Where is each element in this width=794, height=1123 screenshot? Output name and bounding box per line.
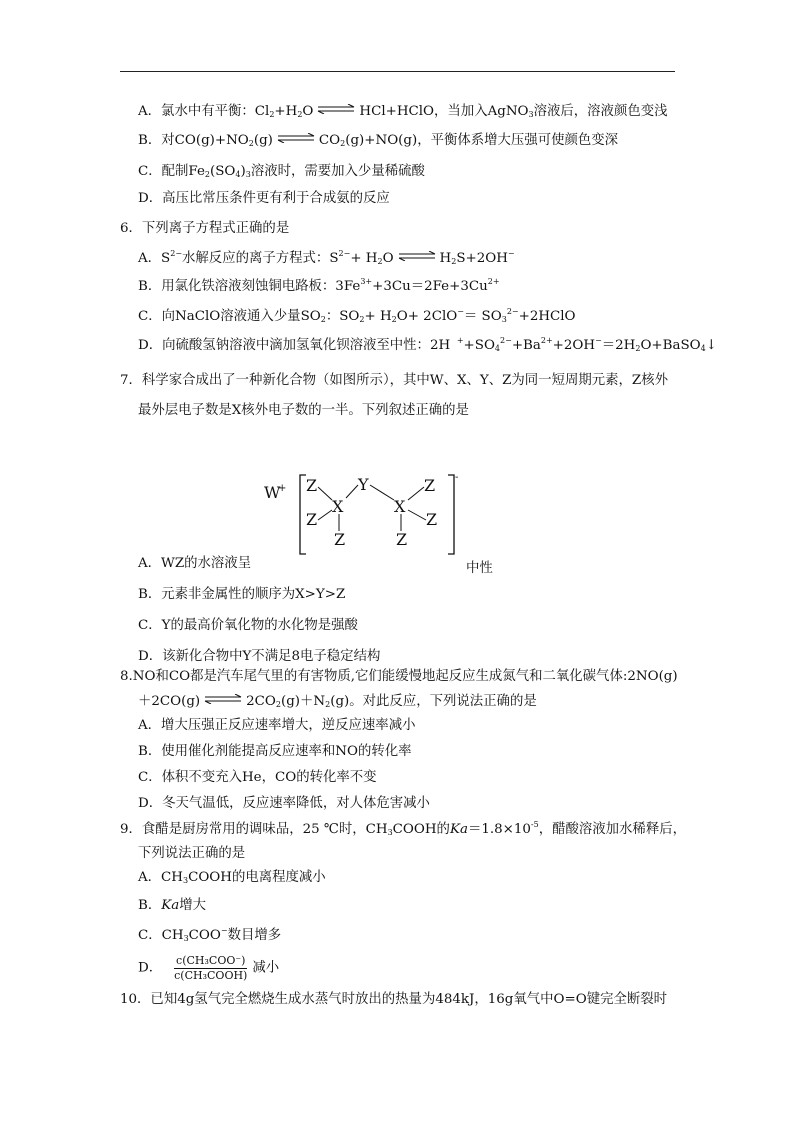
q8-option-c: C．体积不变充入He，CO的转化率不变 [138,770,377,785]
equilibrium-arrow-icon [317,104,355,114]
atom-z-top-right: Z [424,476,436,495]
q8-option-d: D．冬天气温低，反应速率降低，对人体危害减小 [138,796,430,811]
q9-option-a: A．$CH_3COOH$的电离程度减小 [138,870,326,885]
atom-x-left: X [332,497,344,516]
q9-option-d: D． $\frac{\text{c(CH₃COO⁻)}}{\text{c(CH₃COOH)}}$ 减小 [138,954,280,982]
concentration-ratio-fraction: $\frac{\text{c(CH₃COO⁻)}}{\text{c(CH₃COOH)}}$ [174,954,248,982]
atom-z-top-left: Z [306,476,318,495]
q6-option-c: C．向NaClO溶液通入少量$SO_2$：$SO_2+ H_2O+ 2ClO^-=$ $SO_3^{2-}+2HClO$ [138,307,576,324]
q6-option-a: A．$S^{2-}$水解反应的离子方程式：$S^{2-}+ H_2O$ $H_2S+2OH^-$ [138,249,515,266]
q5-option-b: B．对$CO(g)+NO_2(g)$ $CO_2(g)+NO(g)$，平衡体系增大压强可使颜色变深 [138,133,619,148]
q5-option-d: D．高压比常压条件更有利于合成氨的反应 [138,191,390,206]
q8-option-b: B．使用催化剂能提高反应速率和NO的转化率 [138,744,412,759]
q9-stem-line2: 下列说法正确的是 [138,846,246,861]
equilibrium-arrow-icon [277,133,315,143]
q7-option-a: A．WZ的水溶液呈 [138,556,252,571]
q8-stem-line1: 8.NO和CO都是汽车尾气里的有害物质,它们能缓慢地起反应生成氮气和二氧化碳气体:2NO(g) [120,669,678,684]
cation-charge: + [278,483,287,494]
q9-option-c: C．$CH_3COO^-$数目增多 [138,926,282,943]
atom-y: Y [358,475,369,494]
q5-option-c: C．配制$Fe_2(SO_4)_3$溶液时，需要加入少量稀硫酸 [138,164,425,179]
q6-option-d: D．向硫酸氢钠溶液中滴加氢氧化钡溶液至中性：2H $^++SO_4^{2-}+Ba^{2+}+2OH^-=2H_2O+BaSO_4↓$ [138,336,717,353]
equilibrium-arrow-icon [204,694,242,704]
header-rule [120,71,675,72]
q5-option-a: A．氯水中有平衡：$Cl_2+H_2O$ HCl+HClO，当加入AgNO$_3$溶液后，溶液颜色变浅 [138,104,668,119]
atom-z-below-right: Z [396,530,408,549]
q7-stem-line1: 7．科学家合成出了一种新化合物（如图所示），其中W、X、Y、Z为同一短周期元素，Z核外 [120,373,669,388]
q6-option-b: B．用氯化铁溶液刻蚀铜电路板：$3Fe^{3+}+3Cu=2Fe+3Cu^{2+}$ [138,277,500,294]
q9-stem-line1: 9．食醋是厨房常用的调味品，25 ℃时，$CH_3COOH$的$Ka=1.8\times 10^{-5}$，醋酸溶液加水稀释后， [120,820,686,837]
q7-option-c: C．Y的最高价氧化物的水化物是强酸 [138,618,358,633]
q10-stem: 10．已知4g氢气完全燃烧生成水蒸气时放出的热量为484kJ，16g氧气中O=O键完全断裂时 [120,992,668,1007]
cation-w: W [264,483,281,502]
atom-x-right: X [394,497,406,516]
q9-option-b: B．Ka增大 [138,898,207,913]
atom-z-below-left: Z [334,530,346,549]
q7-option-d: D．该新化合物中Y不满足8电子稳定结构 [138,649,381,664]
compound-structure-diagram [262,470,462,560]
q6-stem: 6．下列离子方程式正确的是 [120,221,290,236]
q8-stem-line2: ＋2CO(g) $2CO_2(g)+N_2(g)$。对此反应，下列说法正确的是 [138,694,537,709]
atom-z-bottom-right: Z [426,510,438,529]
equilibrium-arrow-icon [398,251,436,261]
q7-option-b: B．元素非金属性的顺序为X>Y>Z [138,587,346,602]
q7-option-a-tail: 中性 [466,561,493,576]
q7-stem-line2: 最外层电子数是X核外电子数的一半。下列叙述正确的是 [138,403,469,418]
q8-option-a: A．增大压强正反应速率增大，逆反应速率减小 [138,718,416,733]
atom-z-bottom-left: Z [306,510,318,529]
anion-charge: - [455,472,459,483]
